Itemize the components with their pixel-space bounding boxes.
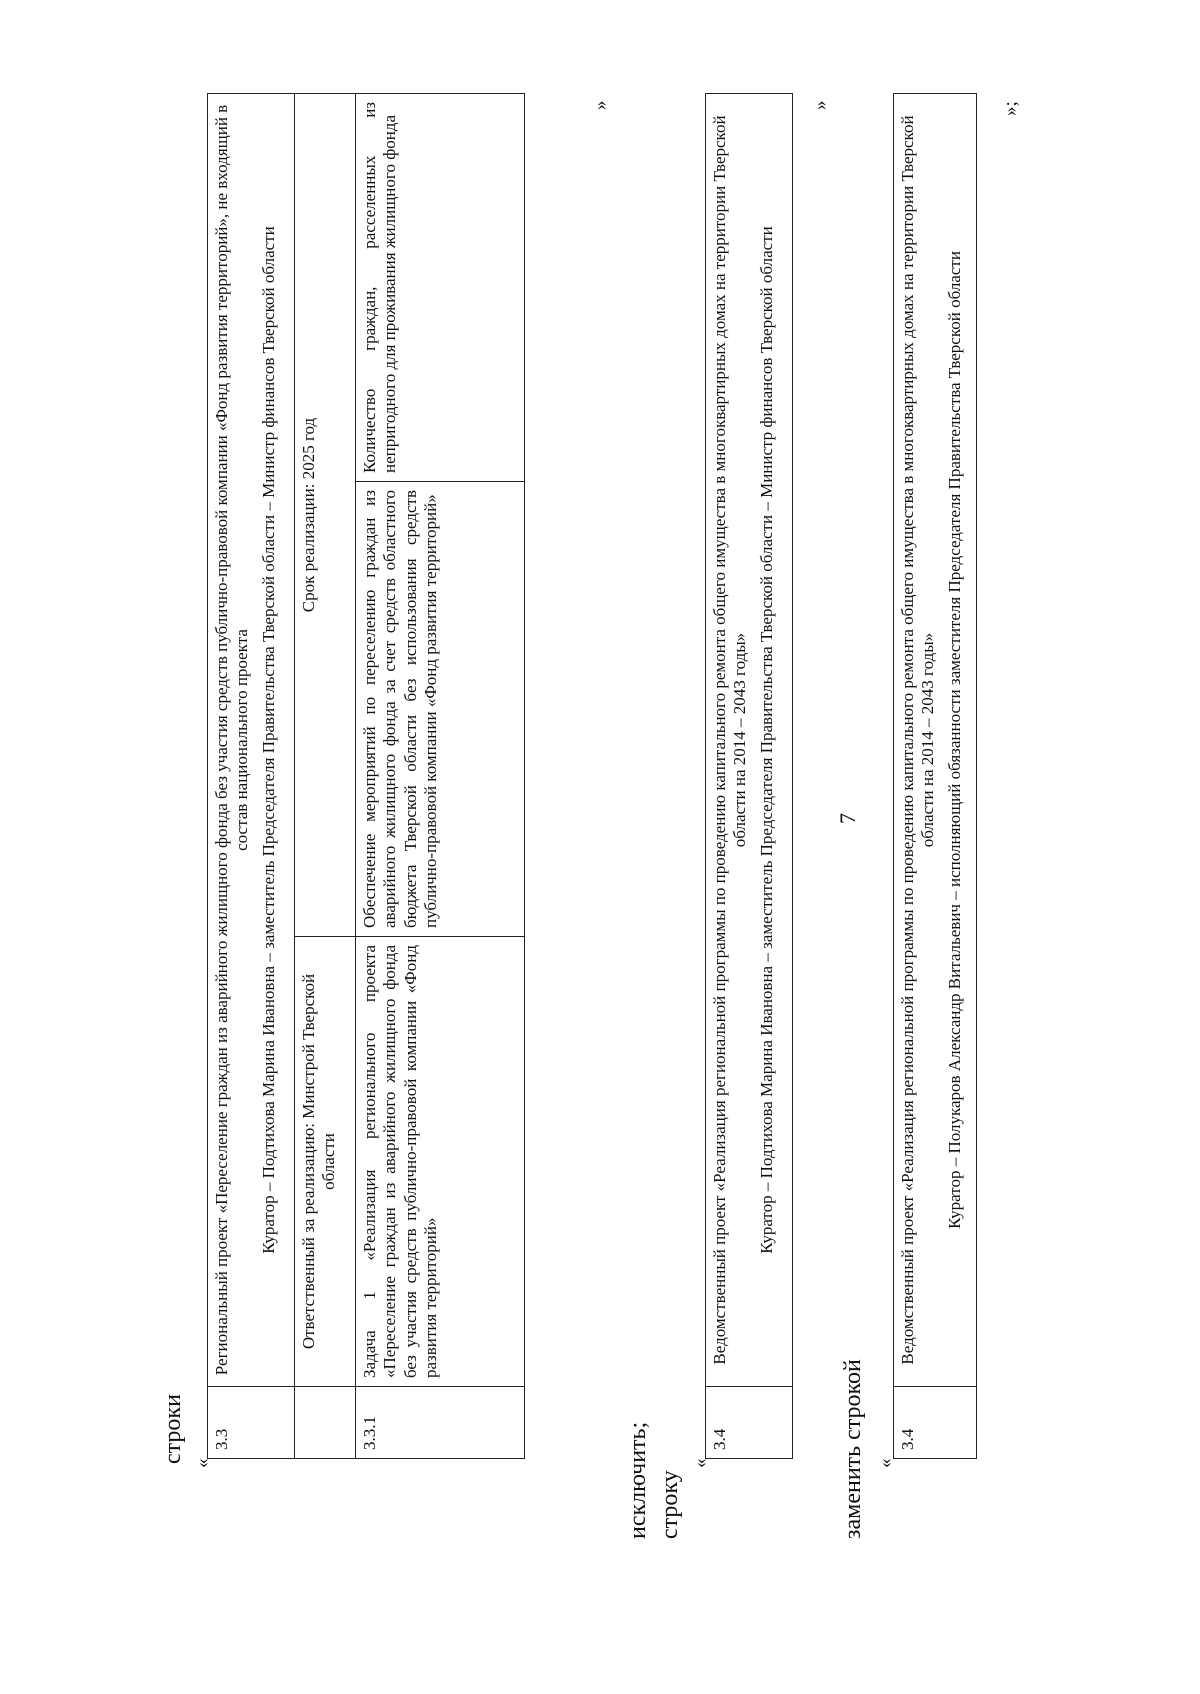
period-cell: Срок реализации: 2025 год (295, 93, 356, 936)
row-number-cell: 3.4 (894, 1387, 977, 1459)
measure-cell: Обеспечение мероприятий по переселению граждан из аварийного жилищного фонда за счет средств областного бюджета Тверской области без использования средств публично-правовой компании «Фонд развития территорий» (356, 482, 525, 937)
table-section-3-4-new (893, 93, 977, 1459)
quote-close: »; (1000, 101, 1021, 116)
page-number: 7 (835, 813, 860, 824)
row-number-cell: 3.4 (706, 1387, 793, 1459)
quote-close: » (810, 100, 831, 110)
project-header-cell (706, 94, 793, 1387)
quote-open: « (875, 1458, 896, 1468)
project-curator: Куратор – Подтихова Марина Ивановна – заместитель Председателя Правительства Тверской области – Министр финансов Тверской области (258, 226, 278, 1254)
table-row (706, 94, 793, 1459)
project-title: Региональный проект «Переселение граждан из аварийного жилищного фонда без участия средств публично-правовой компании «Фонд развития территорий», не входящий в состав национального проекта (212, 104, 252, 1376)
project-title: Ведомственный проект «Реализация региональной программы по проведению капитального ремонта общего имущества в многоквартирных домах на территории Тверской области на 2014 – 2043 годы» (898, 115, 938, 1365)
row-number-cell: 3.3 (208, 1387, 295, 1459)
quote-close: » (590, 100, 611, 110)
table-section-3-4-old (705, 93, 793, 1459)
table-row (295, 93, 356, 1458)
empty-cell (295, 1387, 356, 1459)
quote-open: « (192, 1458, 213, 1468)
row-label: строку (657, 1470, 683, 1539)
replace-instruction: заменить строкой (840, 1359, 866, 1539)
table-section-3-3 (207, 93, 525, 1459)
table-row (894, 94, 977, 1459)
exclude-instruction: исключить; (625, 1421, 651, 1539)
table-row (208, 93, 295, 1458)
project-curator: Куратор – Полукаров Александр Витальевич – исполняющий обязанности заместителя Председателя Правительства Тверской области (944, 251, 964, 1229)
project-title: Ведомственный проект «Реализация региональной программы по проведению капитального ремонта общего имущества в многоквартирных домах на территории Тверской области на 2014 – 2043 годы» (710, 115, 750, 1365)
table-row (356, 93, 525, 1458)
responsible-cell: Ответственный за реализацию: Минстрой Тверской области (295, 937, 356, 1387)
project-curator: Куратор – Подтихова Марина Ивановна – заместитель Председателя Правительства Тверской области – Министр финансов Тверской области (756, 226, 776, 1254)
project-header-cell (208, 93, 295, 1386)
indicator-cell: Количество граждан, расселенных из непригодного для проживания жилищного фонда (356, 93, 525, 481)
project-header-cell (894, 94, 977, 1387)
task-cell: Задача 1 «Реализация регионального проекта «Переселение граждан из аварийного жилищного фонда без участия средств публично-правовой компании «Фонд развития территорий» (356, 937, 525, 1387)
intro-text: строки (160, 1394, 186, 1464)
quote-open: « (690, 1458, 711, 1468)
row-number-cell: 3.3.1 (356, 1387, 525, 1459)
